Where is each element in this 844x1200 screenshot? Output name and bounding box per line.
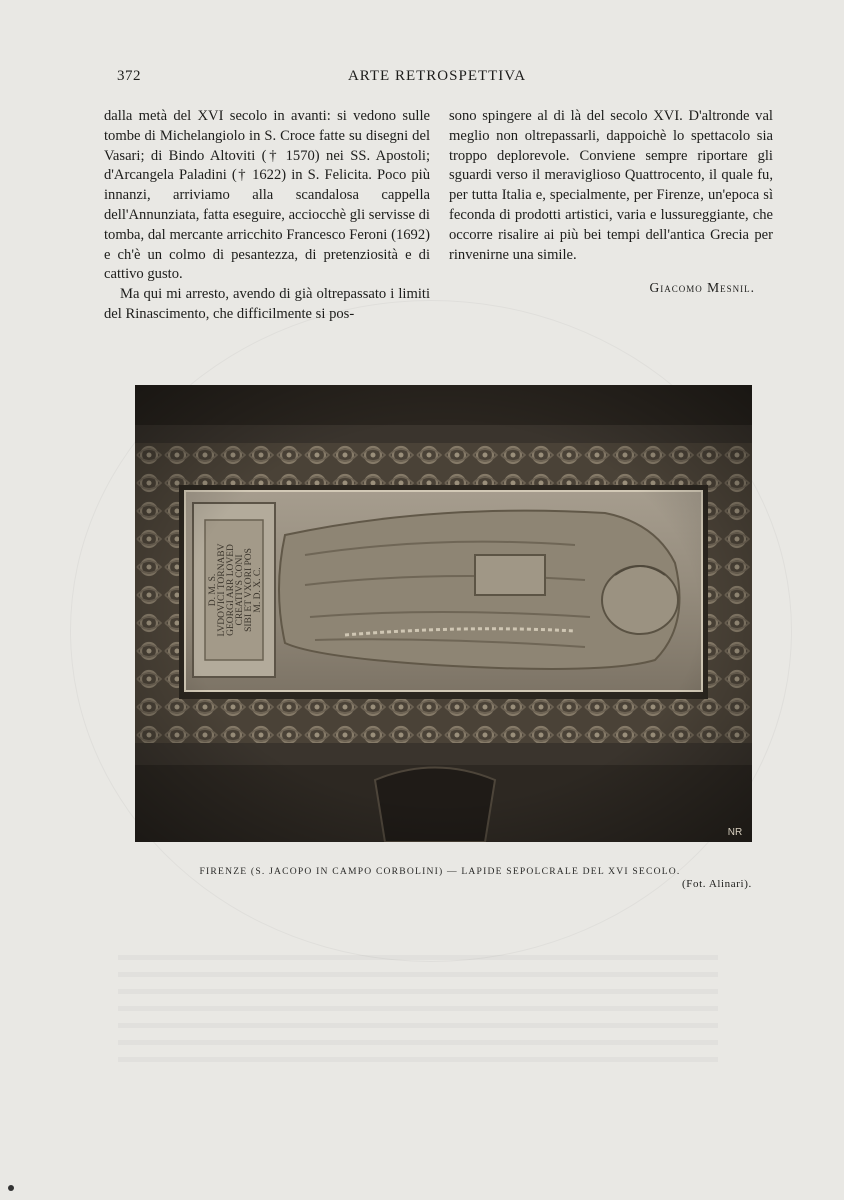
paragraph: dalla metà del XVI secolo in avanti: si vedono sulle tombe di Michelangiolo in S. Croce fatte su disegni del Vasari; di Bindo Altoviti († 1570) nei SS. Apostoli; d'Arcangela Paladini († 1622) in S. Felicita. Poco più innanzi, arriviamo alla scandalosa cappella dell'Annunziata, fatta eseguire, acciocchè gli servisse di tomba, dal mercante arricchito Francesco Feroni (1692) e ch'è un colmo di pesantezza, di pretenziosità e di cattivo gusto. [104,108,430,283]
photo-credit: (Fot. Alinari). [682,878,752,890]
text-column-left [104,107,430,325]
paragraph: sono spingere al di là del secolo XVI. D'altronde val meglio non oltrepassarli, dappoichè lo spettacolo sia troppo deplorevole. Conviene sempre riportare gli sguardi verso il meraviglioso Quattrocento, il quale fu, per tutta Italia e, specialmente, per Firenze, un'epoca sì feconda di prodotti artistici, varia e lussureggiante, che occorre risalire ai più bei tempi dell'antica Grecia per rinvenirne una simile. [449,108,773,263]
alinari-monogram: NR [727,827,743,838]
paragraph: Ma qui mi arresto, avendo di già oltrepassato i limiti del Rinascimento, che difficilmente si pos- [104,286,430,322]
bleed-through-text [118,955,718,1065]
page-number: 372 [117,68,141,84]
figure-caption: FIRENZE (S. JACOPO IN CAMPO CORBOLINI) — LAPIDE SEPOLCRALE DEL XVI SECOLO. [199,866,681,877]
tomb-slab-photograph [135,385,752,842]
author-signature: Giacomo Mesnil. [649,280,755,295]
paper-spot [8,1185,14,1191]
text-column-right [449,107,773,265]
running-title: ARTE RETROSPETTIVA [347,68,527,84]
page-header [117,68,757,92]
